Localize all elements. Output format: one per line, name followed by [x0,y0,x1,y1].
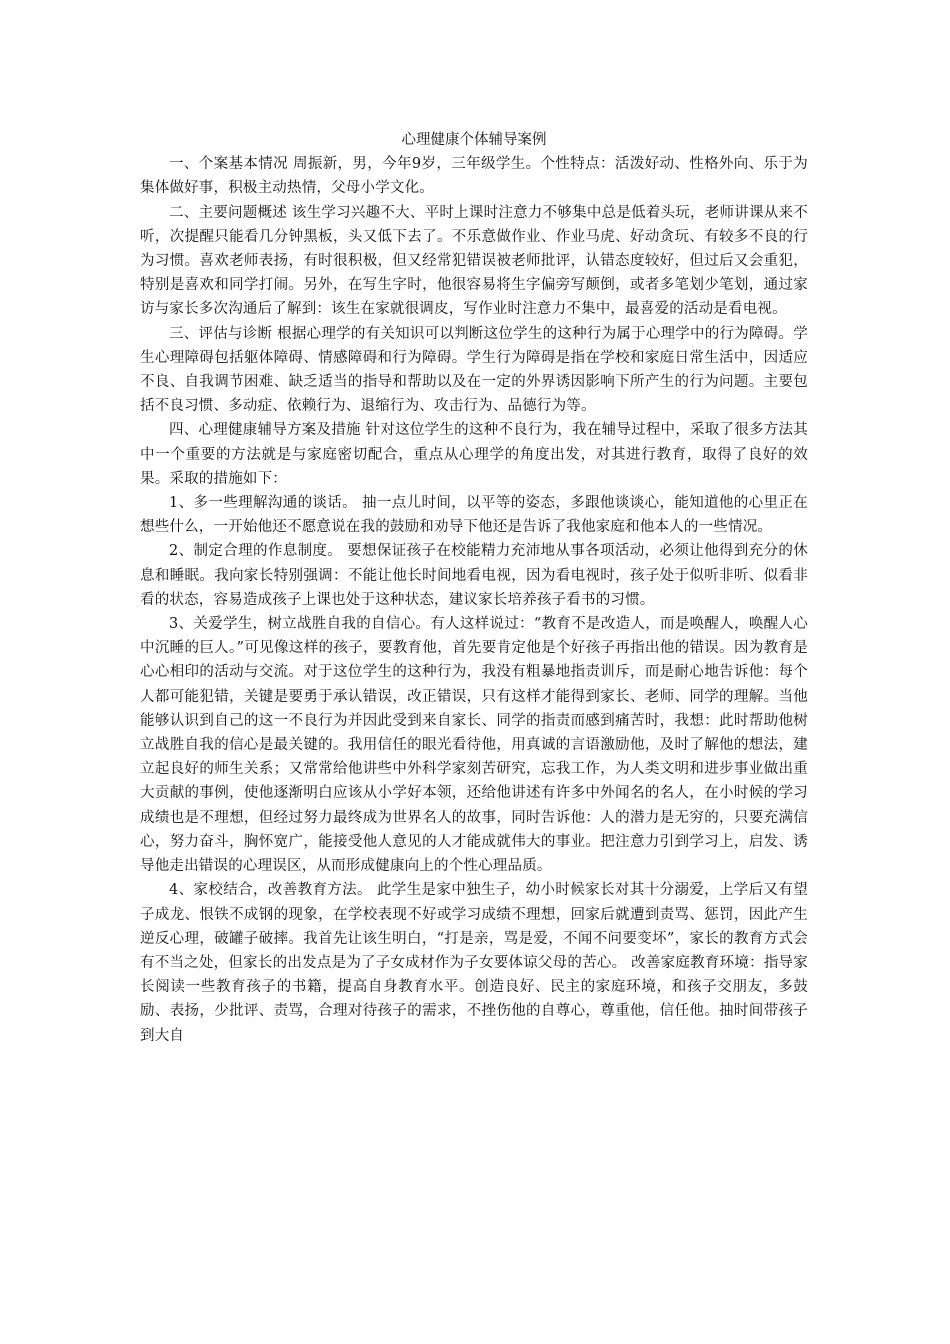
paragraph-measure-2: 2、制定合理的作息制度。 要想保证孩子在校能精力充沛地从事各项活动，必须让他得到充分的休息和睡眠。我向家长特别强调：不能让他长时间地看电视，因为看电视时，孩子处于似听非听、似看非看的状态，容易造成孩子上课也处于这种状态，建议家长培养孩子看书的习惯。 [140,543,808,608]
paragraph-problem-overview: 二、主要问题概述 该生学习兴趣不大、平时上课时注意力不够集中总是低着头玩，老师讲课从来不听，次提醒只能看几分钟黑板，头又低下去了。不乐意做作业、作业马虎、好动贪玩、有较多不良的行为习惯。喜欢老师表扬，有时很积极，但又经常犯错误被老师批评，认错态度较好，但过后又会重犯，特别是喜欢和同学打闹。另外，在写生字时，他很容易将生字偏旁写颠倒，或者多笔划少笔划，通过家访与家长多次沟通后了解到：该生在家就很调皮，写作业时注意力不集中，最喜爱的活动是看电视。 [140,204,808,318]
paragraph-measure-3: 3、关爱学生，树立战胜自我的自信心。有人这样说过：“教育不是改造人，而是唤醒人，唤醒人心中沉睡的巨人。”可见像这样的孩子，要教育他，首先要肯定他是个好孩子再指出他的错误。因为教育是心心相印的活动与交流。对于这位学生的这种行为，我没有粗暴地指责训斥，而是耐心地告诉他：每个人都可能犯错，关键是要勇于承认错误，改正错误，只有这样才能得到家长、老师、同学的理解。当他能够认识到自己的这一不良行为并因此受到来自家长、同学的指责而感到痛苦时，我想：此时帮助他树立战胜自我的信心是最关键的。我用信任的眼光看待他，用真诚的言语激励他，及时了解他的想法，建立起良好的师生关系；又常常给他讲些中外科学家刻苦研究，忘我工作，为人类文明和进步事业做出重大贡献的事例，使他逐渐明白应该从小学好本领，还给他讲述有许多中外闻名的名人，在小时候的学习成绩也是不理想，但经过努力最终成为世界名人的故事，同时告诉他：人的潜力是无穷的，只要充满信心，努力奋斗，胸怀宽广，能接受他人意见的人才能成就伟大的事业。把注意力引到学习上，启发、诱导他走出错误的心理误区，从而形成健康向上的个性心理品质。 [140,616,808,875]
paragraph-case-info: 一、个案基本情况 周振新，男，今年9岁，三年级学生。个性特点：活泼好动、性格外向、乐于为集体做好事，积极主动热情，父母小学文化。 [140,156,808,197]
paragraph-measure-1: 1、多一些理解沟通的谈话。 抽一点儿时间，以平等的姿态，多跟他谈谈心，能知道他的心里正在想些什么，一开始他还不愿意说在我的鼓励和劝导下他还是告诉了我他家庭和他本人的一些情况。 [140,495,808,536]
paragraph-assessment: 三、评估与诊断 根据心理学的有关知识可以判断这位学生的这种行为属于心理学中的行为障碍。学生心理障碍包括躯体障碍、情感障碍和行为障碍。学生行为障碍是指在学校和家庭日常生活中，因适应不良、自我调节困难、缺乏适当的指导和帮助以及在一定的外界诱因影响下所产生的行为问题。主要包括不良习惯、多动症、依赖行为、退缩行为、攻击行为、品德行为等。 [140,325,808,415]
document-page [140,128,808,1048]
paragraph-measure-4: 4、家校结合，改善教育方法。 此学生是家中独生子，幼小时候家长对其十分溺爱，上学后又有望子成龙、恨铁不成钢的现象，在学校表现不好或学习成绩不理想，回家后就遭到责骂、惩罚，因此产生逆反心理，破罐子破摔。我首先让该生明白，“打是亲，骂是爱，不闻不问要变坏”，家长的教育方式会有不当之处，但家长的出发点是为了子女成材作为子女要体谅父母的苦心。 改善家庭教育环境：指导家长阅读一些教育孩子的书籍，提高自身教育水平。创造良好、民主的家庭环境，和孩子交朋友，多鼓励、表扬，少批评、责骂，合理对待孩子的需求，不挫伤他的自尊心，尊重他，信任他。抽时间带孩子到大自 [140,882,808,1044]
paragraph-plan-measures: 四、心理健康辅导方案及措施 针对这位学生的这种不良行为，我在辅导过程中，采取了很多方法其中一个重要的方法就是与家庭密切配合，重点从心理学的角度出发，对其进行教育，取得了良好的效果。采取的措施如下： [140,422,808,487]
document-title: 心理健康个体辅导案例 [401,132,547,148]
